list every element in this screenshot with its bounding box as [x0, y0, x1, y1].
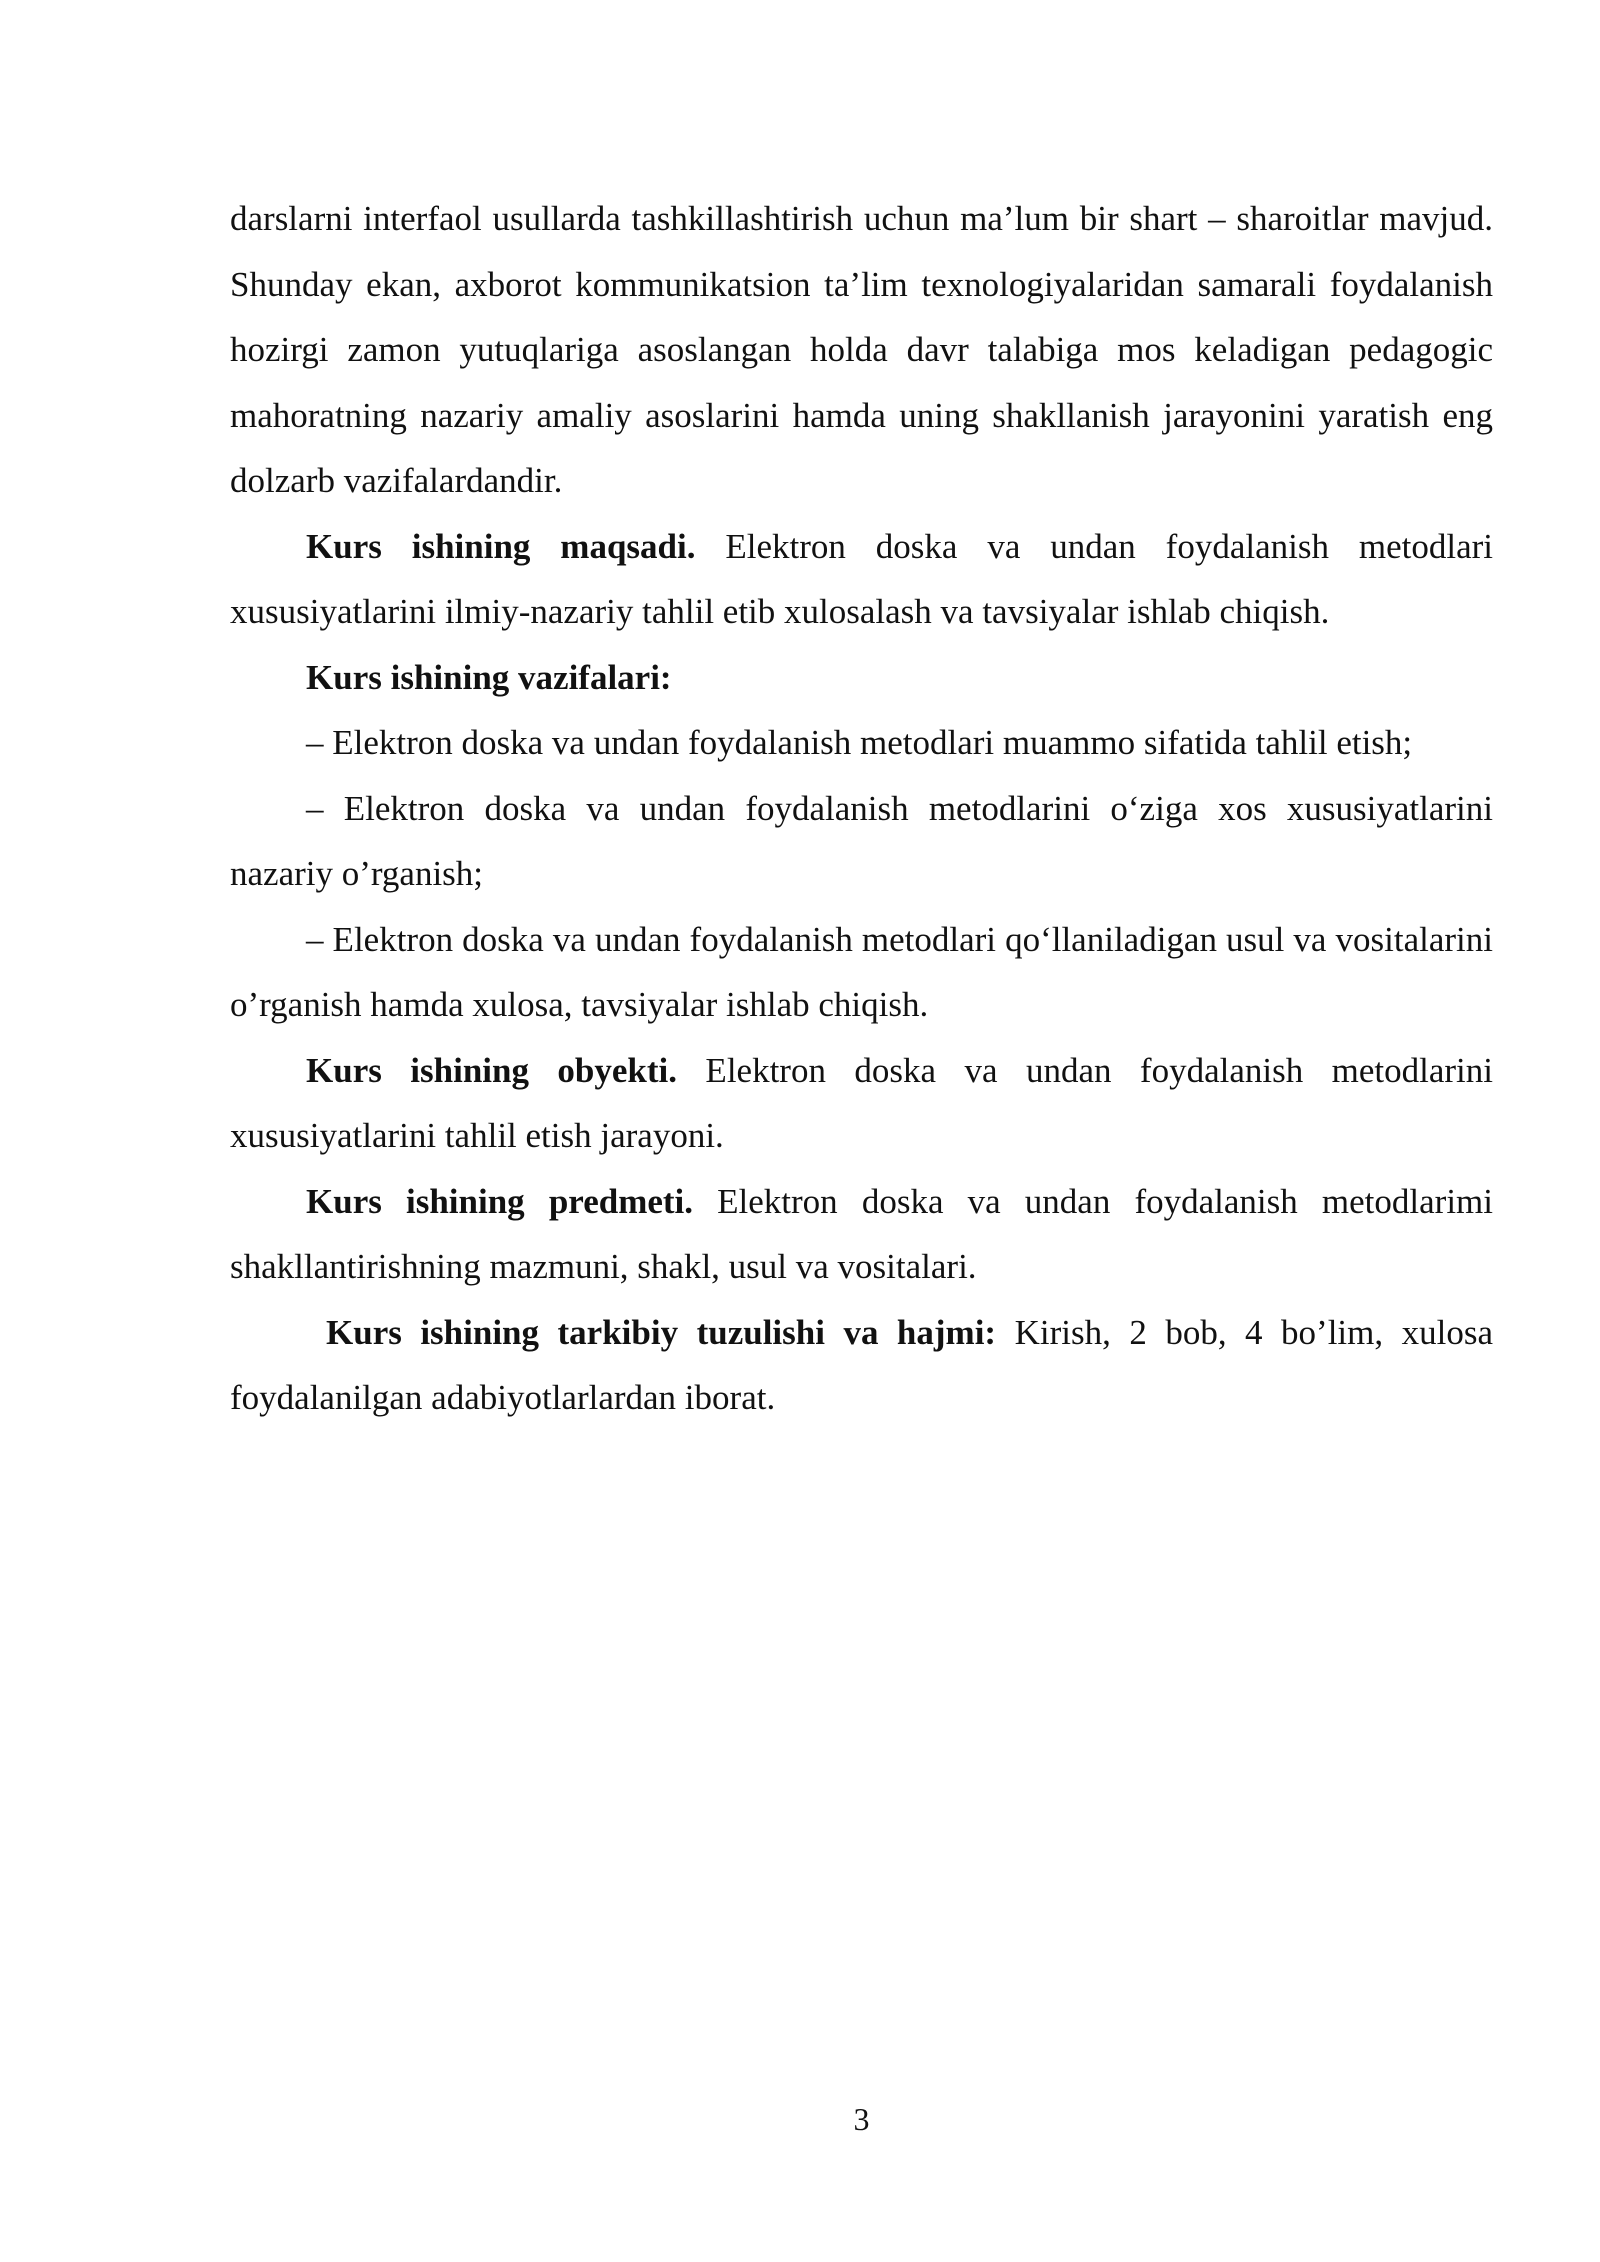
object-label: Kurs ishining obyekti.: [306, 1050, 677, 1090]
paragraph-goal: [230, 514, 1493, 645]
task-item-1: [230, 710, 1493, 776]
task-item-3: [230, 907, 1493, 1038]
tasks-label: Kurs ishining vazifalari:: [306, 657, 672, 697]
object-text: Elektron doska va undan foydalanish metodlarini xususiyatlarini tahlil etish jarayoni.: [230, 1050, 1493, 1155]
task-item-2: [230, 776, 1493, 907]
goal-text: Elektron doska va undan foydalanish metodlari xususiyatlarini ilmiy-nazariy tahlil etib xulosalash va tavsiyalar ishlab chiqish.: [230, 526, 1493, 631]
task-text: – Elektron doska va undan foydalanish metodlarini o‘ziga xos xususiyatlarini nazariy o’rganish;: [230, 788, 1493, 893]
paragraph-text: darslarni interfaol usullarda tashkillashtirish uchun ma’lum bir shart – sharoitlar mavjud. Shunday ekan, axborot kommunikatsion ta’lim texnologiyalaridan samarali foydalanish hozirgi zamon yutuqlariga asoslangan holda davr talabiga mos keladigan pedagogic mahoratning nazariy amaliy asoslarini hamda uning shakllanish jarayonini yaratish eng dolzarb vazifalardandir.: [230, 199, 1493, 500]
structure-text: Kirish, 2 bob, 4 bo’lim, xulosa foydalanilgan adabiyotlarlardan iborat.: [230, 1312, 1493, 1417]
body-text: [230, 186, 1493, 1431]
subject-text: Elektron doska va undan foydalanish metodlarimi shakllantirishning mazmuni, shakl, usul va vositalari.: [230, 1181, 1493, 1286]
structure-label: Kurs ishining tarkibiy tuzulishi va hajmi:: [326, 1312, 997, 1352]
subject-label: Kurs ishining predmeti.: [306, 1181, 694, 1221]
task-text: – Elektron doska va undan foydalanish metodlari muammo sifatida tahlil etish;: [306, 723, 1413, 762]
paragraph-tasks-heading: [230, 645, 1493, 711]
paragraph-intro: [230, 186, 1493, 514]
goal-label: Kurs ishining maqsadi.: [306, 526, 696, 566]
paragraph-object: [230, 1038, 1493, 1169]
paragraph-subject: [230, 1169, 1493, 1300]
paragraph-structure: [230, 1300, 1493, 1431]
page-number: 3: [853, 2101, 870, 2137]
task-text: – Elektron doska va undan foydalanish metodlari qo‘llaniladigan usul va vositalarini o’rganish hamda xulosa, tavsiyalar ishlab chiqish.: [230, 919, 1493, 1024]
